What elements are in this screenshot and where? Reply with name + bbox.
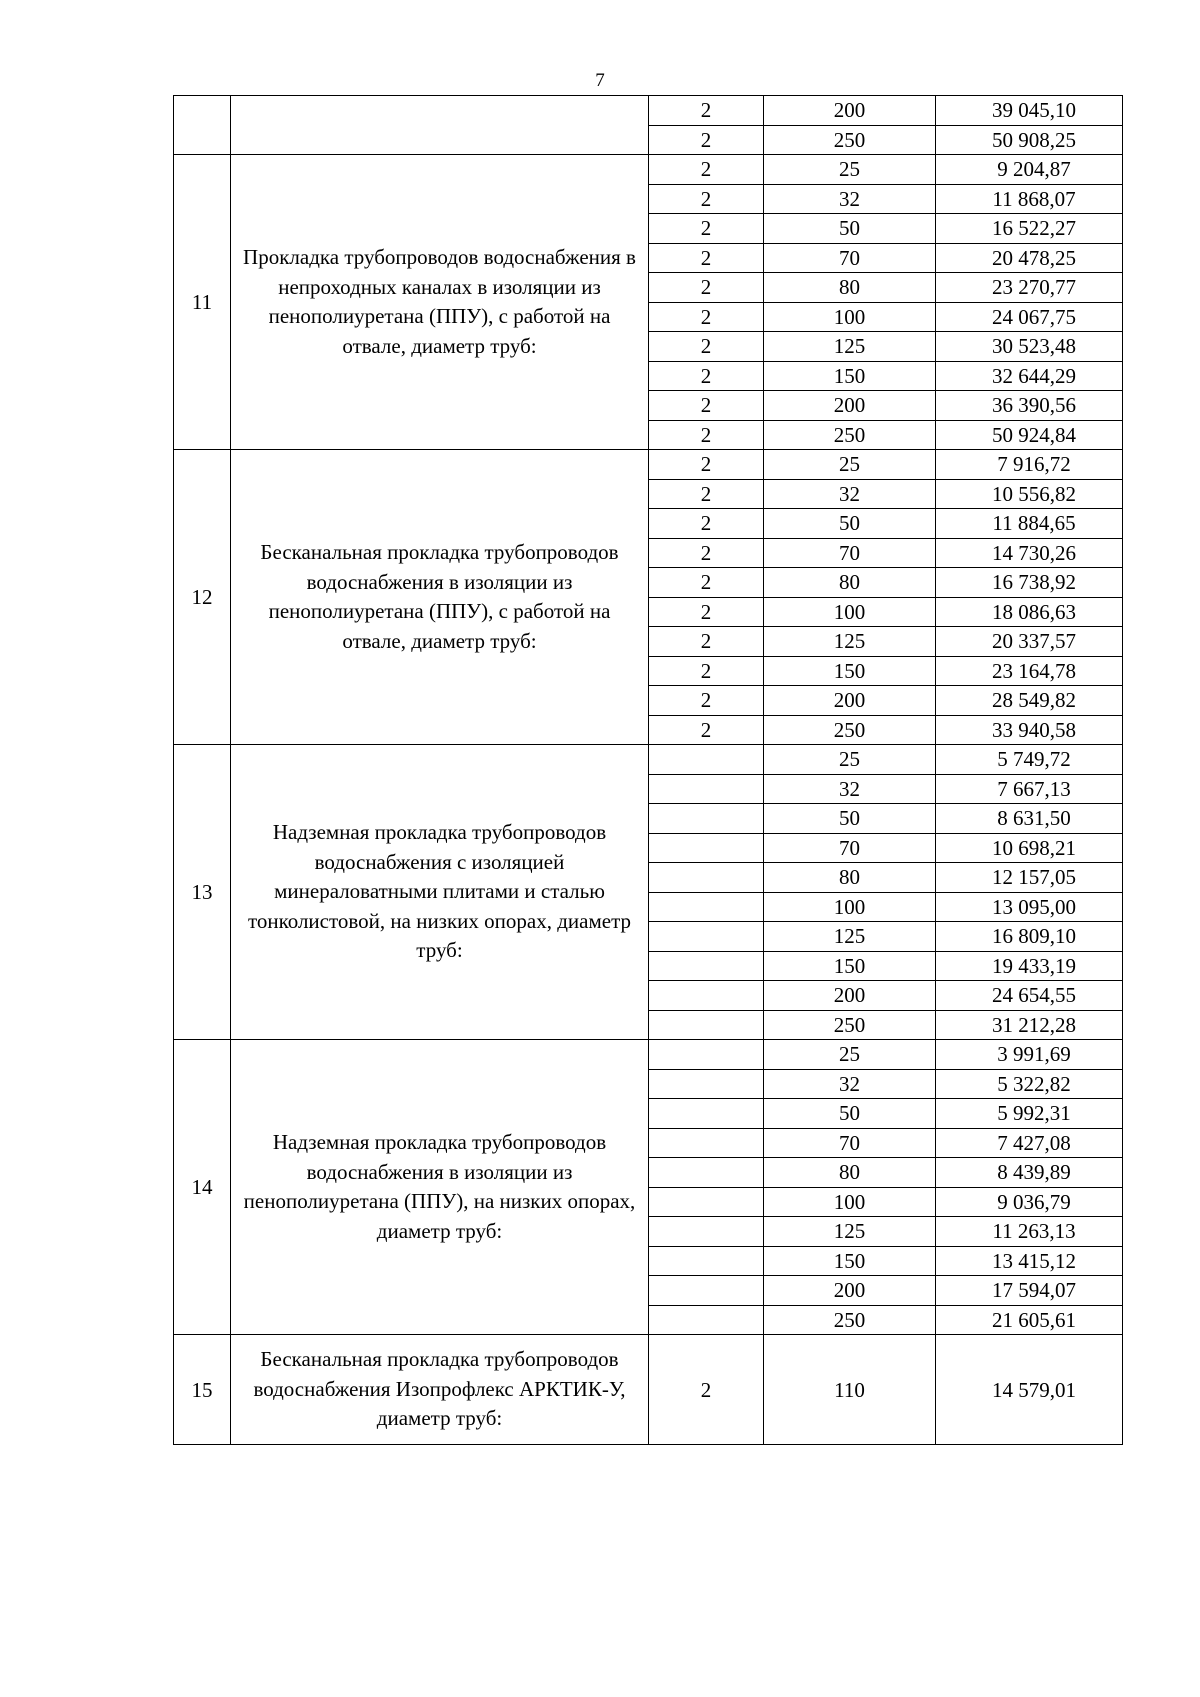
pipe-count-cell [649,863,764,893]
price-cell: 17 594,07 [936,1276,1123,1306]
diameter-cell: 150 [764,361,936,391]
pipe-count-cell: 2 [649,509,764,539]
pipe-count-cell [649,804,764,834]
diameter-cell: 125 [764,627,936,657]
diameter-cell: 200 [764,686,936,716]
diameter-cell: 25 [764,450,936,480]
price-cell: 11 263,13 [936,1217,1123,1247]
pipe-count-cell: 2 [649,214,764,244]
diameter-cell: 50 [764,804,936,834]
item-description: Прокладка трубопроводов водоснабжения в непроходных каналах в изоляции из пенополиуретана (ППУ), с работой на отвале, диаметр труб: [231,155,649,450]
pipe-count-cell: 2 [649,125,764,155]
price-cell: 10 698,21 [936,833,1123,863]
diameter-cell: 70 [764,538,936,568]
pipe-count-cell [649,892,764,922]
table-row [174,745,1123,775]
item-number: 14 [174,1040,231,1335]
price-cell: 24 654,55 [936,981,1123,1011]
price-cell: 16 738,92 [936,568,1123,598]
price-cell: 3 991,69 [936,1040,1123,1070]
diameter-cell: 32 [764,774,936,804]
pipe-count-cell: 2 [649,332,764,362]
diameter-cell: 100 [764,597,936,627]
pipe-count-cell: 2 [649,627,764,657]
item-number: 12 [174,450,231,745]
item-description [231,96,649,155]
diameter-cell: 125 [764,332,936,362]
price-cell: 18 086,63 [936,597,1123,627]
diameter-cell: 80 [764,273,936,303]
pipe-count-cell: 2 [649,361,764,391]
price-cell: 32 644,29 [936,361,1123,391]
diameter-cell: 32 [764,184,936,214]
price-cell: 13 095,00 [936,892,1123,922]
price-cell: 9 204,87 [936,155,1123,185]
diameter-cell: 100 [764,1187,936,1217]
pipe-count-cell [649,1128,764,1158]
price-cell: 8 439,89 [936,1158,1123,1188]
pipe-count-cell [649,745,764,775]
price-cell: 10 556,82 [936,479,1123,509]
price-cell: 5 749,72 [936,745,1123,775]
diameter-cell: 250 [764,1010,936,1040]
item-number: 15 [174,1335,231,1445]
diameter-cell: 150 [764,951,936,981]
pipe-count-cell: 2 [649,568,764,598]
price-cell: 28 549,82 [936,686,1123,716]
diameter-cell: 25 [764,1040,936,1070]
pipe-count-cell: 2 [649,538,764,568]
item-number: 11 [174,155,231,450]
price-cell: 30 523,48 [936,332,1123,362]
table-row [174,1040,1123,1070]
diameter-cell: 200 [764,96,936,126]
price-cell: 16 522,27 [936,214,1123,244]
pipe-count-cell [649,833,764,863]
price-cell: 5 322,82 [936,1069,1123,1099]
pipe-count-cell [649,1069,764,1099]
pipe-count-cell: 2 [649,479,764,509]
price-cell: 21 605,61 [936,1305,1123,1335]
price-cell: 7 667,13 [936,774,1123,804]
price-cell: 36 390,56 [936,391,1123,421]
table-body [174,96,1123,1445]
pipe-count-cell: 2 [649,450,764,480]
price-cell: 39 045,10 [936,96,1123,126]
diameter-cell: 250 [764,715,936,745]
item-description: Бесканальная прокладка трубопроводов водоснабжения в изоляции из пенополиуретана (ППУ), с работой на отвале, диаметр труб: [231,450,649,745]
diameter-cell: 70 [764,1128,936,1158]
pipe-count-cell [649,981,764,1011]
price-cell: 13 415,12 [936,1246,1123,1276]
table-row [174,96,1123,126]
pipe-count-cell [649,922,764,952]
price-cell: 14 730,26 [936,538,1123,568]
price-cell: 11 884,65 [936,509,1123,539]
diameter-cell: 125 [764,922,936,952]
pipe-count-cell: 2 [649,686,764,716]
pipe-count-cell [649,951,764,981]
diameter-cell: 200 [764,391,936,421]
item-description: Надземная прокладка трубопроводов водоснабжения с изоляцией минераловатными плитами и сталью тонколистовой, на низких опорах, диаметр труб: [231,745,649,1040]
diameter-cell: 150 [764,1246,936,1276]
diameter-cell: 25 [764,745,936,775]
price-cell: 20 478,25 [936,243,1123,273]
pipe-count-cell: 2 [649,1335,764,1445]
pipe-count-cell: 2 [649,420,764,450]
item-number: 13 [174,745,231,1040]
item-description: Бесканальная прокладка трубопроводов водоснабжения Изопрофлекс АРКТИК-У, диаметр труб: [231,1335,649,1445]
diameter-cell: 125 [764,1217,936,1247]
diameter-cell: 80 [764,863,936,893]
diameter-cell: 70 [764,833,936,863]
pipe-count-cell [649,1246,764,1276]
price-cell: 16 809,10 [936,922,1123,952]
diameter-cell: 100 [764,302,936,332]
pipe-count-cell [649,1158,764,1188]
diameter-cell: 50 [764,1099,936,1129]
price-cell: 31 212,28 [936,1010,1123,1040]
table-row [174,1335,1123,1445]
diameter-cell: 200 [764,1276,936,1306]
price-cell: 12 157,05 [936,863,1123,893]
price-cell: 8 631,50 [936,804,1123,834]
price-cell: 19 433,19 [936,951,1123,981]
price-cell: 9 036,79 [936,1187,1123,1217]
price-cell: 24 067,75 [936,302,1123,332]
table-row [174,450,1123,480]
item-description: Надземная прокладка трубопроводов водоснабжения в изоляции из пенополиуретана (ППУ), на низких опорах, диаметр труб: [231,1040,649,1335]
price-cell: 23 164,78 [936,656,1123,686]
pipe-count-cell: 2 [649,96,764,126]
diameter-cell: 32 [764,1069,936,1099]
diameter-cell: 150 [764,656,936,686]
diameter-cell: 50 [764,214,936,244]
pipe-count-cell: 2 [649,656,764,686]
diameter-cell: 70 [764,243,936,273]
diameter-cell: 250 [764,1305,936,1335]
pipe-count-cell: 2 [649,243,764,273]
pipe-count-cell [649,774,764,804]
price-cell: 20 337,57 [936,627,1123,657]
table-row [174,155,1123,185]
diameter-cell: 200 [764,981,936,1011]
item-number [174,96,231,155]
pipe-count-cell [649,1099,764,1129]
pipe-count-cell: 2 [649,715,764,745]
diameter-cell: 110 [764,1335,936,1445]
pipe-count-cell [649,1276,764,1306]
pipe-count-cell: 2 [649,302,764,332]
price-cell: 23 270,77 [936,273,1123,303]
diameter-cell: 50 [764,509,936,539]
price-cell: 50 908,25 [936,125,1123,155]
pipe-count-cell: 2 [649,273,764,303]
diameter-cell: 80 [764,568,936,598]
price-cell: 7 427,08 [936,1128,1123,1158]
page-number: 7 [595,70,605,91]
price-table [173,95,1123,1445]
price-cell: 11 868,07 [936,184,1123,214]
pipe-count-cell: 2 [649,391,764,421]
price-cell: 33 940,58 [936,715,1123,745]
pipe-count-cell [649,1010,764,1040]
diameter-cell: 25 [764,155,936,185]
pipe-count-cell [649,1305,764,1335]
pipe-count-cell [649,1040,764,1070]
pipe-count-cell [649,1217,764,1247]
diameter-cell: 32 [764,479,936,509]
diameter-cell: 80 [764,1158,936,1188]
pipe-count-cell: 2 [649,155,764,185]
diameter-cell: 250 [764,125,936,155]
price-cell: 50 924,84 [936,420,1123,450]
pipe-count-cell: 2 [649,184,764,214]
pipe-count-cell: 2 [649,597,764,627]
pipe-count-cell [649,1187,764,1217]
diameter-cell: 100 [764,892,936,922]
diameter-cell: 250 [764,420,936,450]
price-cell: 14 579,01 [936,1335,1123,1445]
price-cell: 7 916,72 [936,450,1123,480]
price-cell: 5 992,31 [936,1099,1123,1129]
